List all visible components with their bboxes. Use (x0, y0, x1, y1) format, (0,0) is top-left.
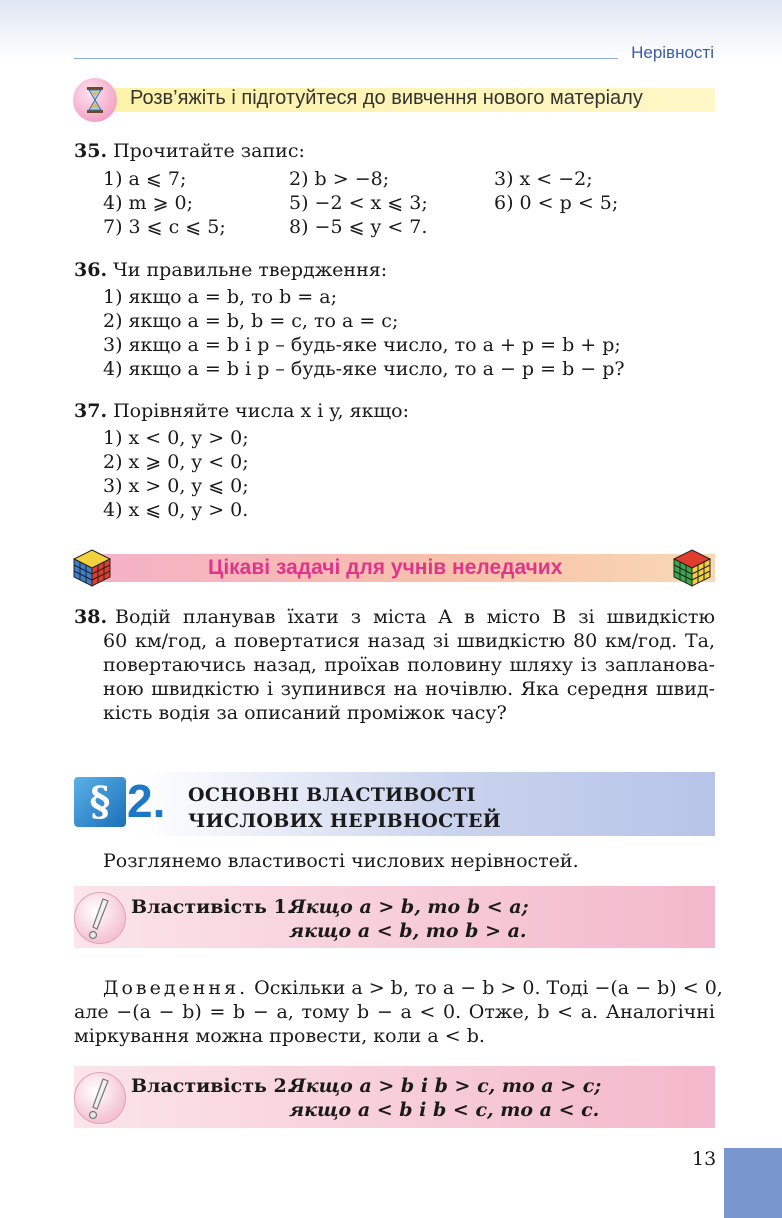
exercise-36-item: 1) якщо a = b, то b = a; (103, 286, 337, 308)
exercise-37-item: 1) x < 0, y > 0; (103, 427, 249, 449)
prepare-banner-text: Розв’яжіть і підготуйтеся до вивчення нового матеріалу (130, 87, 643, 109)
exclamation-pen-icon (74, 892, 126, 944)
proof-label: Доведення. (103, 977, 249, 999)
header-rule (74, 58, 618, 59)
property-1-label: Властивість 1. (131, 896, 294, 918)
exercise-number: 37. (74, 400, 108, 422)
exercise-prompt: Прочитайте запис: (113, 140, 305, 162)
exercise-number: 35. (74, 140, 108, 162)
exercise-prompt: Чи правильне твердження: (113, 259, 388, 281)
rubiks-cube-icon (672, 548, 712, 588)
proof-line (103, 977, 723, 999)
exercise-36-item: 3) якщо a = b і p – будь-яке число, то a + p = b + p; (103, 334, 621, 356)
section-title (188, 782, 501, 834)
running-head: Нерівності (631, 43, 714, 62)
exercise-38-line: кість водія за описаний проміжок часу? (103, 702, 507, 724)
property-2-line: Якщо a > b і b > c, то a > c; (289, 1075, 602, 1097)
exercise-38-line: Водій планував їхати з міста A в місто B зі швидкістю (115, 606, 715, 628)
exercise-38-line: ною швидкістю і зупинився на ночівлю. Яка середня швид- (103, 678, 715, 700)
intro-paragraph: Розглянемо властивості числових нерівностей. (103, 850, 579, 872)
proof-line: але −(a − b) = b − a, тому b − a < 0. Отже, b < a. Аналогічні (74, 1001, 715, 1023)
exercise-36-heading (74, 259, 387, 281)
exercise-38-line: 60 км/год, а повертатися назад зі швидкістю 80 км/год. Та, (103, 630, 715, 652)
exercise-38-line: повертаючись назад, проїхав половину шляху із запланова- (103, 654, 715, 676)
exercise-35-item: 5) −2 < x ⩽ 3; (289, 192, 428, 214)
exercise-35-item: 2) b > −8; (289, 168, 390, 190)
exclamation-pen-icon (74, 1072, 126, 1124)
section-number: 2. (127, 775, 166, 827)
exercise-35-item: 7) 3 ⩽ c ⩽ 5; (103, 216, 226, 238)
exercise-35-item: 3) x < −2; (494, 168, 593, 190)
exercise-37-item: 3) x > 0, y ⩽ 0; (103, 475, 249, 497)
interesting-banner-text: Цікаві задачі для учнів неледачих (208, 556, 563, 579)
section-title-line: ОСНОВНІ ВЛАСТИВОСТІ (188, 784, 476, 806)
property-2-line: якщо a < b і b < c, то a < c. (289, 1099, 600, 1121)
exercise-36-item: 4) якщо a = b і p – будь-яке число, то a − p = b − p? (103, 358, 625, 380)
exercise-number: 36. (74, 259, 108, 281)
exercise-37-heading (74, 400, 409, 422)
proof-line: міркування можна провести, коли a < b. (74, 1025, 485, 1047)
exercise-35-item: 4) m ⩾ 0; (103, 192, 194, 214)
property-1-line: якщо a < b, то b > a. (289, 920, 527, 942)
exercise-35-heading (74, 140, 305, 162)
rubiks-cube-icon (72, 548, 112, 588)
exercise-37-item: 4) x ⩽ 0, y > 0. (103, 499, 249, 521)
page-corner-tab (724, 1148, 782, 1218)
section-title-line: ЧИСЛОВИХ НЕРІВНОСТЕЙ (188, 810, 502, 832)
exercise-38-number (74, 606, 107, 628)
proof-text: Оскільки a > b, то a − b > 0. Тоді −(a − b) < 0, (254, 977, 723, 999)
exercise-35-item: 8) −5 ⩽ y < 7. (289, 216, 428, 238)
exercise-36-item: 2) якщо a = b, b = c, то a = c; (103, 310, 399, 332)
property-2-label: Властивість 2. (131, 1075, 294, 1097)
exercise-35-item: 1) a ⩽ 7; (103, 168, 187, 190)
hourglass-icon (73, 78, 117, 122)
exercise-37-item: 2) x ⩾ 0, y < 0; (103, 451, 249, 473)
exercise-number: 38. (74, 606, 108, 628)
exercise-prompt: Порівняйте числа x і y, якщо: (113, 400, 409, 422)
exercise-35-item: 6) 0 < p < 5; (494, 192, 619, 214)
property-1-line: Якщо a > b, то b < a; (289, 896, 529, 918)
page-number: 13 (692, 1148, 717, 1170)
section-symbol-icon: § (74, 777, 126, 827)
